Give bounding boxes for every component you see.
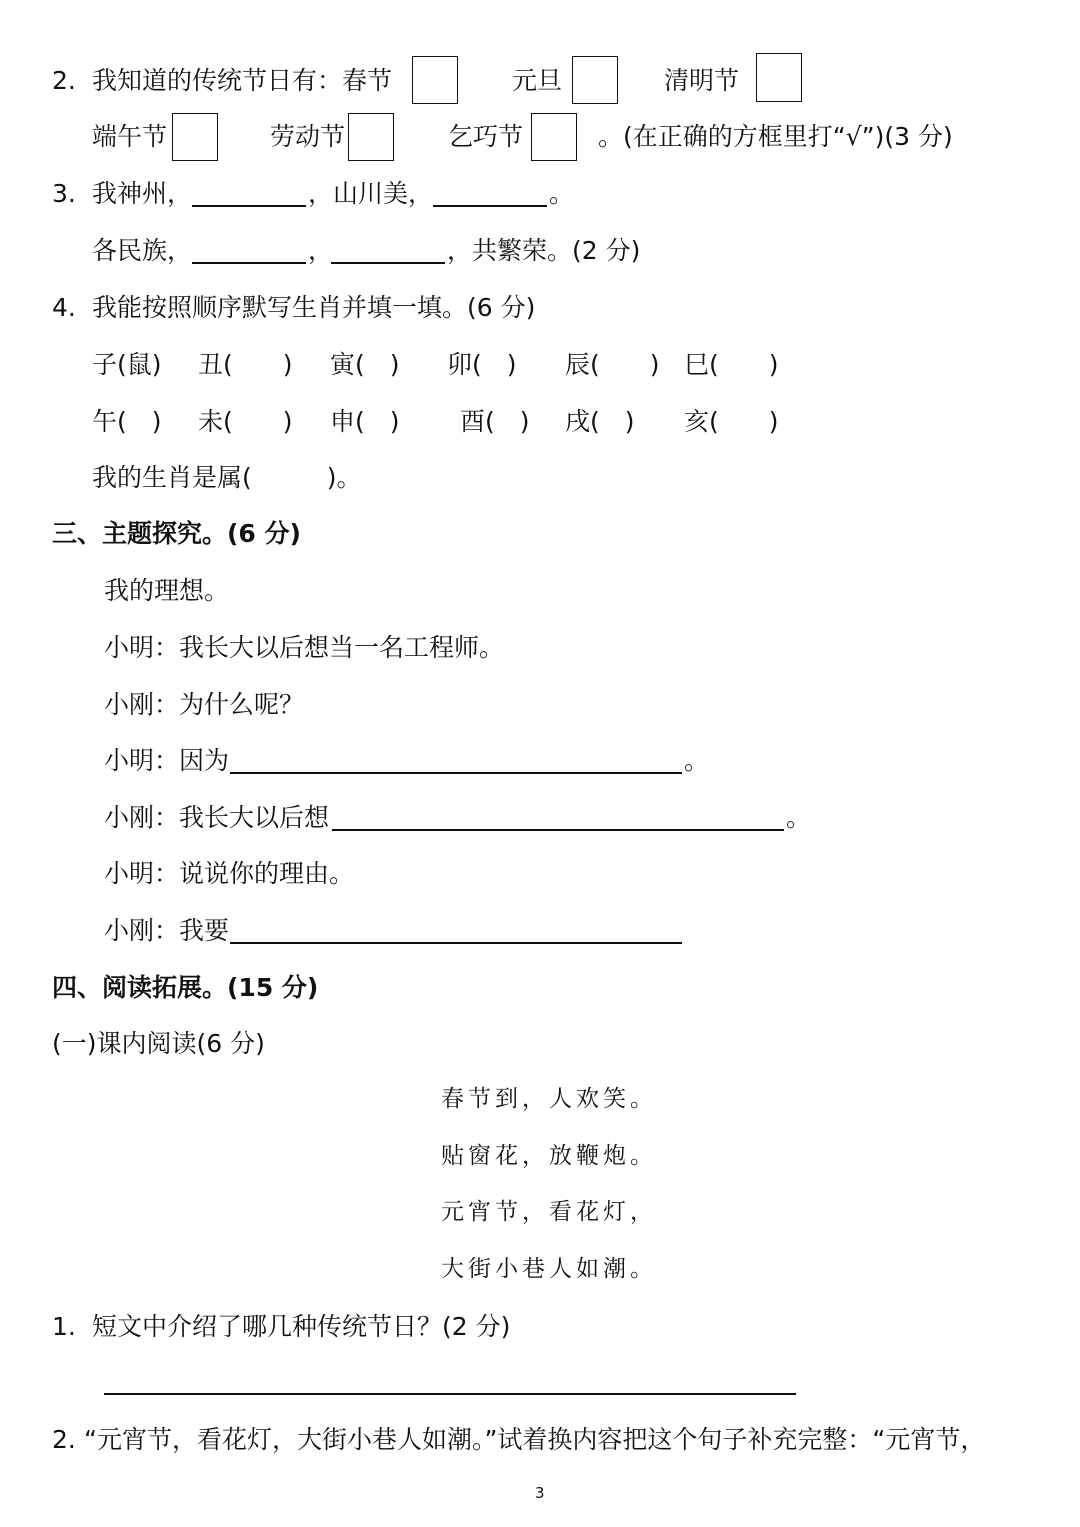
reading-q1-answer-blank[interactable]	[104, 1393, 796, 1395]
zodiac-horse: 午( )	[92, 407, 162, 436]
q3-blank-4[interactable]	[331, 262, 445, 264]
dialogue-line-3-end: 。	[684, 746, 710, 775]
zodiac-monkey: 申( )	[330, 407, 400, 436]
label-duanwu: 端午节	[92, 122, 168, 151]
q3-line2-end: ，共繁荣。(2 分)	[447, 236, 641, 265]
label-qingming: 清明节	[664, 66, 740, 95]
q4-number: 4.	[52, 293, 76, 322]
zodiac-goat: 未( )	[198, 407, 293, 436]
answer-blank-dream[interactable]	[332, 829, 784, 831]
q3-line2-comma: ，	[308, 236, 334, 265]
section-3-topic: 我的理想。	[104, 576, 230, 605]
poem-line-1: 春节到，人欢笑。	[441, 1086, 657, 1112]
dialogue-line-6: 小刚：我要	[104, 916, 230, 945]
label-laodong: 劳动节	[270, 122, 346, 151]
poem-line-4: 大街小巷人如潮。	[441, 1256, 657, 1282]
my-zodiac-line: 我的生肖是属( )。	[92, 463, 362, 492]
dialogue-line-4: 小刚：我长大以后想	[104, 803, 330, 832]
zodiac-snake: 巳( )	[684, 350, 779, 379]
answer-blank-plan[interactable]	[230, 942, 682, 944]
checkbox-qingming[interactable]	[756, 53, 802, 102]
section-4-heading: 四、阅读拓展。(15 分)	[52, 973, 319, 1002]
q3-line1-start: 我神州，	[92, 179, 193, 208]
reading-q1-text: 短文中介绍了哪几种传统节日？(2 分)	[92, 1312, 511, 1341]
zodiac-rabbit: 卯( )	[447, 350, 517, 379]
answer-blank-reason[interactable]	[230, 772, 682, 774]
checkbox-laodong[interactable]	[348, 113, 394, 161]
poem-line-3: 元宵节，看花灯，	[441, 1199, 657, 1225]
q2-lead-text: 我知道的传统节日有：春节	[92, 66, 393, 95]
dialogue-line-2: 小刚：为什么呢？	[104, 690, 305, 719]
q3-blank-2[interactable]	[433, 205, 547, 207]
reading-q2-number: 2.	[52, 1425, 76, 1454]
dialogue-line-1: 小明：我长大以后想当一名工程师。	[104, 633, 505, 662]
zodiac-dragon: 辰( )	[565, 350, 660, 379]
q2-instruction: 。(在正确的方框里打“√”)(3 分)	[598, 122, 953, 151]
label-yuandan: 元旦	[512, 66, 563, 95]
zodiac-tiger: 寅( )	[330, 350, 400, 379]
checkbox-chunjie[interactable]	[412, 56, 458, 104]
zodiac-rat: 子(鼠)	[92, 350, 162, 379]
q3-blank-1[interactable]	[192, 205, 306, 207]
q4-title: 我能按照顺序默写生肖并填一填。(6 分)	[92, 293, 536, 322]
dialogue-line-5: 小明：说说你的理由。	[104, 859, 355, 888]
checkbox-yuandan[interactable]	[572, 56, 618, 104]
checkbox-qiqiao[interactable]	[531, 113, 577, 161]
q3-line2-start: 各民族，	[92, 236, 193, 265]
reading-q2-text: “元宵节，看花灯，大街小巷人如潮。”试着换内容把这个句子补充完整：“元宵节，	[84, 1425, 986, 1454]
checkbox-duanwu[interactable]	[172, 113, 218, 161]
zodiac-dog: 戌( )	[565, 407, 635, 436]
q3-blank-3[interactable]	[192, 262, 306, 264]
q3-line1-middle: ，山川美，	[308, 179, 434, 208]
dialogue-line-3: 小明：因为	[104, 746, 230, 775]
reading-q1-number: 1.	[52, 1312, 76, 1341]
section-3-heading: 三、主题探究。(6 分)	[52, 519, 301, 548]
page-number: 3	[535, 1484, 545, 1502]
q2-number: 2.	[52, 66, 76, 95]
dialogue-line-4-end: 。	[786, 803, 812, 832]
poem-line-2: 贴窗花，放鞭炮。	[441, 1143, 657, 1169]
zodiac-ox: 丑( )	[198, 350, 293, 379]
zodiac-rooster: 酉( )	[460, 407, 530, 436]
label-qiqiao: 乞巧节	[448, 122, 524, 151]
q3-number: 3.	[52, 179, 76, 208]
q3-line1-end: 。	[549, 179, 575, 208]
zodiac-pig: 亥( )	[684, 407, 779, 436]
section-4-subheading: (一)课内阅读(6 分)	[52, 1029, 265, 1058]
